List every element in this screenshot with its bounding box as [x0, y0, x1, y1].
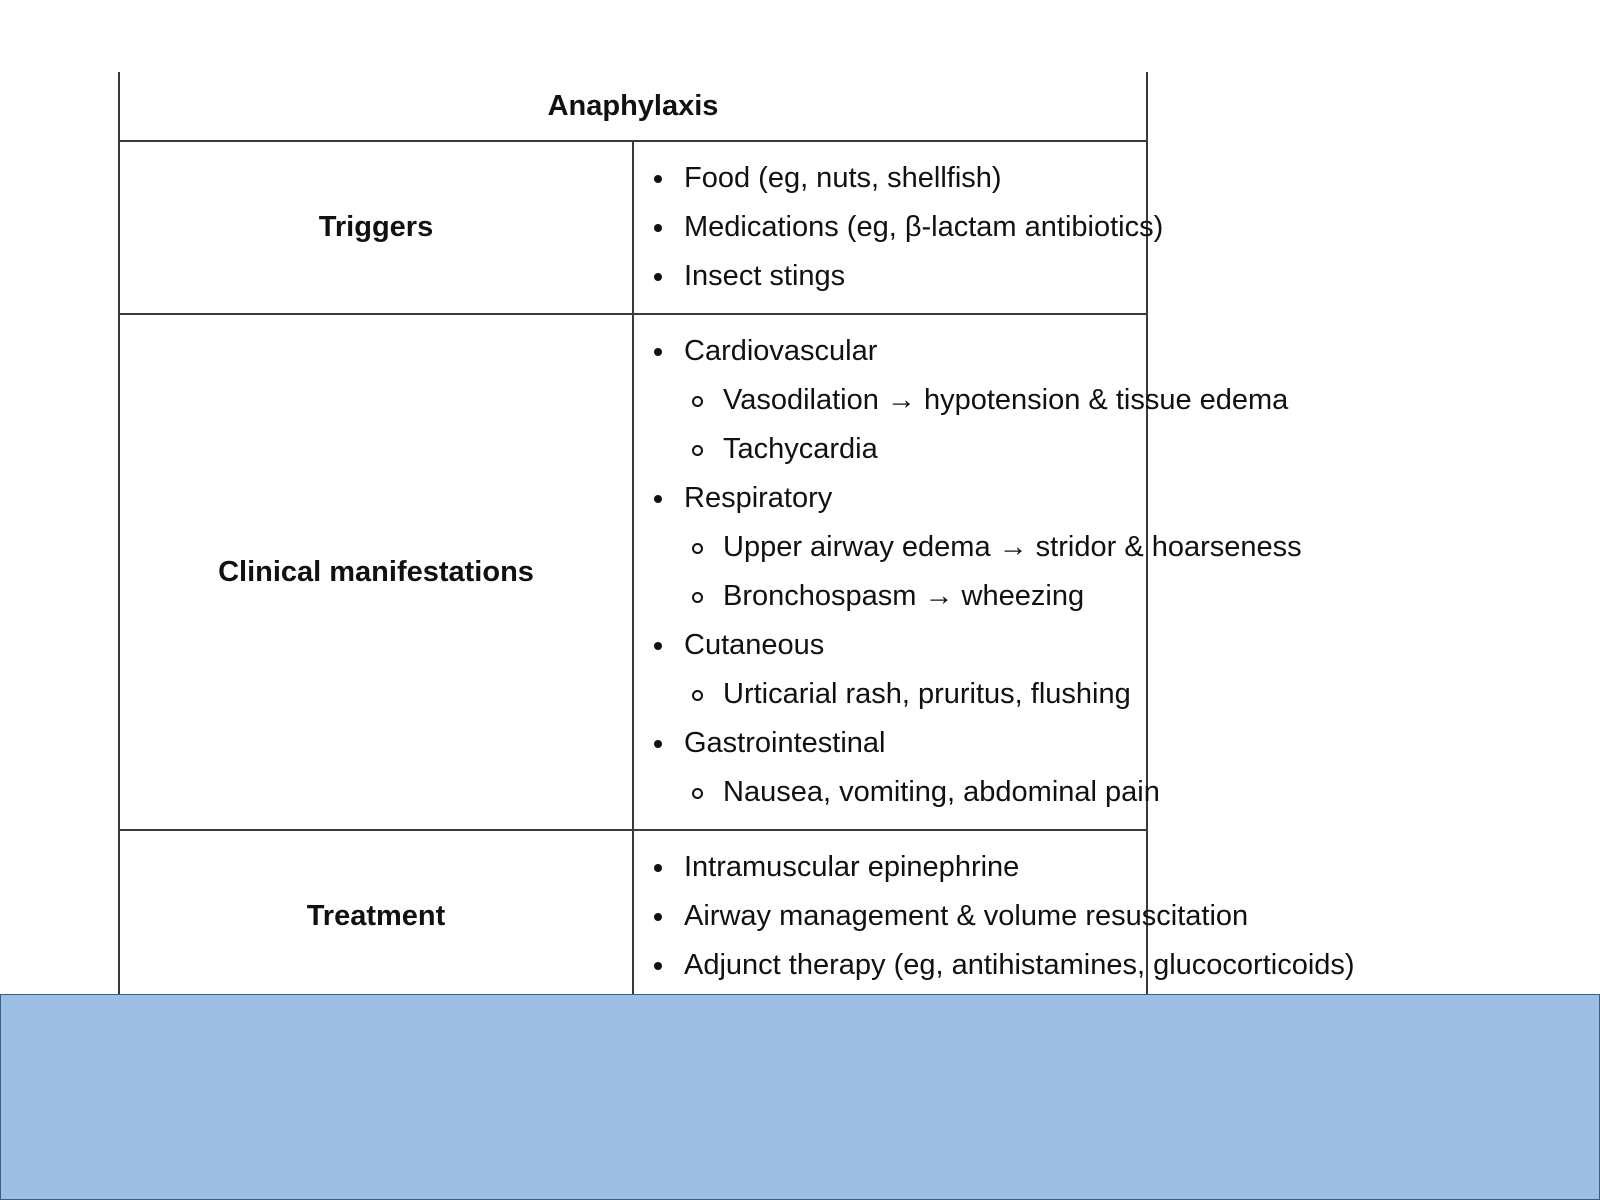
row-label-treatment: Treatment [119, 830, 633, 1003]
bullet-item: Airway management & volume resuscitation [648, 892, 1138, 941]
table-row-triggers [119, 141, 1147, 314]
row-content-triggers [633, 141, 1164, 314]
sub-bullet-item: Vasodilation → hypotension & tissue edema [648, 376, 1138, 425]
row-content-clinical-manifestations [633, 314, 1302, 830]
bullet-item: Intramuscular epinephrine [648, 843, 1138, 892]
table-title: Anaphylaxis [119, 72, 1147, 141]
row-label-clinical-manifestations: Clinical manifestations [119, 314, 633, 830]
anaphylaxis-table-container [118, 72, 1355, 1004]
sub-bullet-item: Bronchospasm → wheezing [648, 572, 1138, 621]
bottom-color-band [0, 994, 1600, 1200]
anaphylaxis-table [118, 72, 1355, 1004]
bullet-item: Food (eg, nuts, shellfish) [648, 154, 1138, 203]
bullet-item: Respiratory [648, 474, 1138, 523]
row-label-triggers: Triggers [119, 141, 633, 314]
bullet-item: Medications (eg, β-lactam antibiotics) [648, 203, 1138, 252]
table-header-row [119, 72, 1147, 141]
table-row-clinical-manifestations [119, 314, 1147, 830]
sub-bullet-item: Tachycardia [648, 425, 1138, 474]
bullet-item: Cardiovascular [648, 327, 1138, 376]
bullet-item: Insect stings [648, 252, 1138, 301]
bullet-item: Adjunct therapy (eg, antihistamines, glucocorticoids) [648, 941, 1138, 990]
bullet-list [648, 843, 1355, 990]
sub-bullet-item: Urticarial rash, pruritus, flushing [648, 670, 1138, 719]
bullet-list [648, 154, 1164, 301]
bullet-item: Gastrointestinal [648, 719, 1138, 768]
sub-bullet-item: Upper airway edema → stridor & hoarseness [648, 523, 1138, 572]
bullet-item: Cutaneous [648, 621, 1138, 670]
table-row-treatment [119, 830, 1147, 1003]
sub-bullet-item: Nausea, vomiting, abdominal pain [648, 768, 1138, 817]
bullet-list [648, 327, 1302, 817]
row-content-treatment [633, 830, 1355, 1003]
